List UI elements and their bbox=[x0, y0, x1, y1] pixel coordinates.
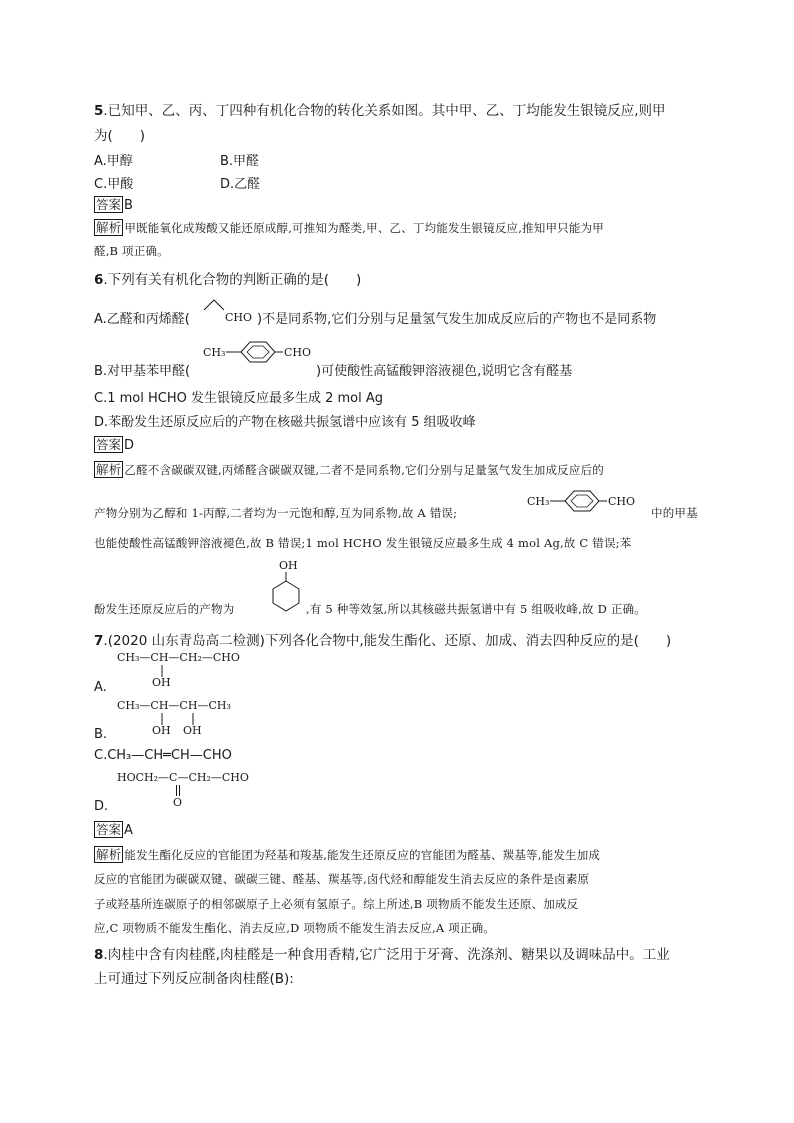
q5-analysis-line2: 醛,B 项正确。 bbox=[94, 244, 169, 258]
q7-b-formula: CH₃—CH—CH—CH₃ bbox=[117, 699, 231, 712]
q6-number: 6 bbox=[94, 272, 104, 288]
q8-stem-line1: 8.肉桂中含有肉桂醛,肉桂醛是一种食用香精,它广泛用于牙膏、洗涤剂、糖果以及调味品中。工业 bbox=[94, 947, 670, 963]
answer-label-box: 答案 bbox=[96, 437, 122, 452]
q7-option-b-label: B. bbox=[94, 727, 108, 742]
q6-analysis-line1: 解析 乙醛不含碳碳双键,丙烯醛含碳碳双键,二者不是同系物,它们分别与足量氢气发生加成反应后的 bbox=[96, 462, 604, 477]
q7-option-a-label: A. bbox=[94, 680, 107, 695]
aldehyde-label: CHO bbox=[284, 346, 312, 359]
q6-analysis-line3: 也能使酸性高锰酸钾溶液褪色,故 B 错误;1 mol HCHO 发生银镜反应最多生成 4 mol Ag,故 C 错误;苯 bbox=[94, 536, 632, 550]
q7-analysis-line4: 应,C 项物质不能发生酯化、消去反应,D 项物质不能发生消去反应,A 项正确。 bbox=[94, 921, 496, 935]
q7-d-oxygen: O bbox=[173, 796, 183, 809]
aldehyde-label: CHO bbox=[608, 495, 636, 508]
q6-answer bbox=[94, 436, 134, 453]
acrolein-cho-label: CHO bbox=[225, 311, 253, 324]
q7-option-c: C.CH₃—CH═CH—CHO bbox=[94, 748, 232, 763]
q5-analysis-line1: 解析 甲既能氧化成羧酸又能还原成醇,可推知为醛类,甲、乙、丁均能发生银镜反应,推知甲只能为甲 bbox=[96, 220, 604, 235]
q7-answer bbox=[94, 821, 133, 838]
q6-answer-value: D bbox=[124, 438, 135, 453]
analysis-label-box: 解析 bbox=[96, 847, 122, 862]
q8-number: 8 bbox=[94, 947, 104, 963]
q7-b-oh-1: OH bbox=[152, 724, 171, 737]
q5-option-c: C.甲酸 bbox=[94, 177, 134, 192]
q5-answer-value: B bbox=[124, 198, 133, 213]
q6-analysis-line2-pre: 产物分别为乙醇和 1-丙醇,二者均为一元饱和醇,互为同系物,故 A 错误; bbox=[94, 506, 458, 520]
methyl-label: CH₃ bbox=[527, 495, 550, 508]
analysis-label-box: 解析 bbox=[96, 220, 122, 235]
q6-stem: 6.下列有关有机化合物的判断正确的是( ) bbox=[94, 272, 362, 288]
q5-option-b: B.甲醛 bbox=[220, 154, 260, 169]
p-methylbenzaldehyde-structure bbox=[203, 340, 323, 374]
q5-option-d: D.乙醛 bbox=[220, 177, 261, 192]
q6-option-b-pre: B.对甲基苯甲醛( bbox=[94, 364, 191, 379]
q7-analysis-line1: 解析 能发生酯化反应的官能团为羟基和羧基,能发生还原反应的官能团为醛基、羰基等,能发生加成 bbox=[96, 847, 601, 862]
q6-option-c: C.1 mol HCHO 发生银镜反应最多生成 2 mol Ag bbox=[94, 391, 384, 406]
q7-a-formula: CH₃—CH—CH₂—CHO bbox=[117, 651, 240, 664]
q7-d-formula: HOCH₂—C—CH₂—CHO bbox=[117, 771, 249, 784]
q5-number: 5 bbox=[94, 103, 104, 119]
q7-a-oh: OH bbox=[152, 676, 171, 689]
q6-analysis-line4-pre: 酚发生还原反应后的产物为 bbox=[94, 602, 235, 616]
q6-analysis-line2-post: 中的甲基 bbox=[651, 506, 698, 520]
p-methylbenzaldehyde-structure-2 bbox=[527, 489, 647, 523]
q7-answer-value: A bbox=[124, 823, 133, 838]
q5-stem-line1: 5.已知甲、乙、丙、丁四种有机化合物的转化关系如图。其中甲、乙、丁均能发生银镜反应,则甲 bbox=[94, 103, 666, 119]
answer-label-box: 答案 bbox=[96, 822, 122, 837]
q7-stem: 7.(2020 山东青岛高二检测)下列各化合物中,能发生酯化、还原、加成、消去四种反应的是( ) bbox=[94, 633, 672, 649]
q6-option-d: D.苯酚发生还原反应后的产物在核磁共振氢谱中应该有 5 组吸收峰 bbox=[94, 415, 476, 430]
q7-b-oh-2: OH bbox=[183, 724, 202, 737]
q6-option-a-post: )不是同系物,它们分别与足量氢气发生加成反应后的产物也不是同系物 bbox=[257, 312, 657, 327]
q8-stem-line2: 上可通过下列反应制备肉桂醛(B): bbox=[94, 971, 294, 987]
q7-analysis-line2: 反应的官能团为碳碳双键、碳碳三键、醛基、羰基等,卤代烃和醇能发生消去反应的条件是卤素原 bbox=[94, 872, 590, 886]
q5-option-a: A.甲醇 bbox=[94, 154, 133, 169]
q7-number: 7 bbox=[94, 633, 104, 649]
cyclohexanol-structure bbox=[266, 559, 306, 615]
hydroxyl-label: OH bbox=[279, 559, 298, 572]
q6-analysis-line4-post: ,有 5 种等效氢,所以其核磁共振氢谱中有 5 组吸收峰,故 D 正确。 bbox=[306, 602, 646, 616]
methyl-label: CH₃ bbox=[203, 346, 226, 359]
analysis-label-box: 解析 bbox=[96, 462, 122, 477]
q5-stem-line2: 为( ) bbox=[94, 128, 146, 144]
q7-analysis-line3: 子或羟基所连碳原子的相邻碳原子上必须有氢原子。综上所述,B 项物质不能发生还原、加成反 bbox=[94, 897, 579, 911]
q6-option-b-post: )可使酸性高锰酸钾溶液褪色,说明它含有醛基 bbox=[316, 364, 573, 379]
q5-answer bbox=[94, 196, 133, 213]
answer-label-box: 答案 bbox=[96, 197, 122, 212]
q6-option-a-pre: A.乙醛和丙烯醛( bbox=[94, 312, 190, 327]
q7-option-d-label: D. bbox=[94, 799, 109, 814]
